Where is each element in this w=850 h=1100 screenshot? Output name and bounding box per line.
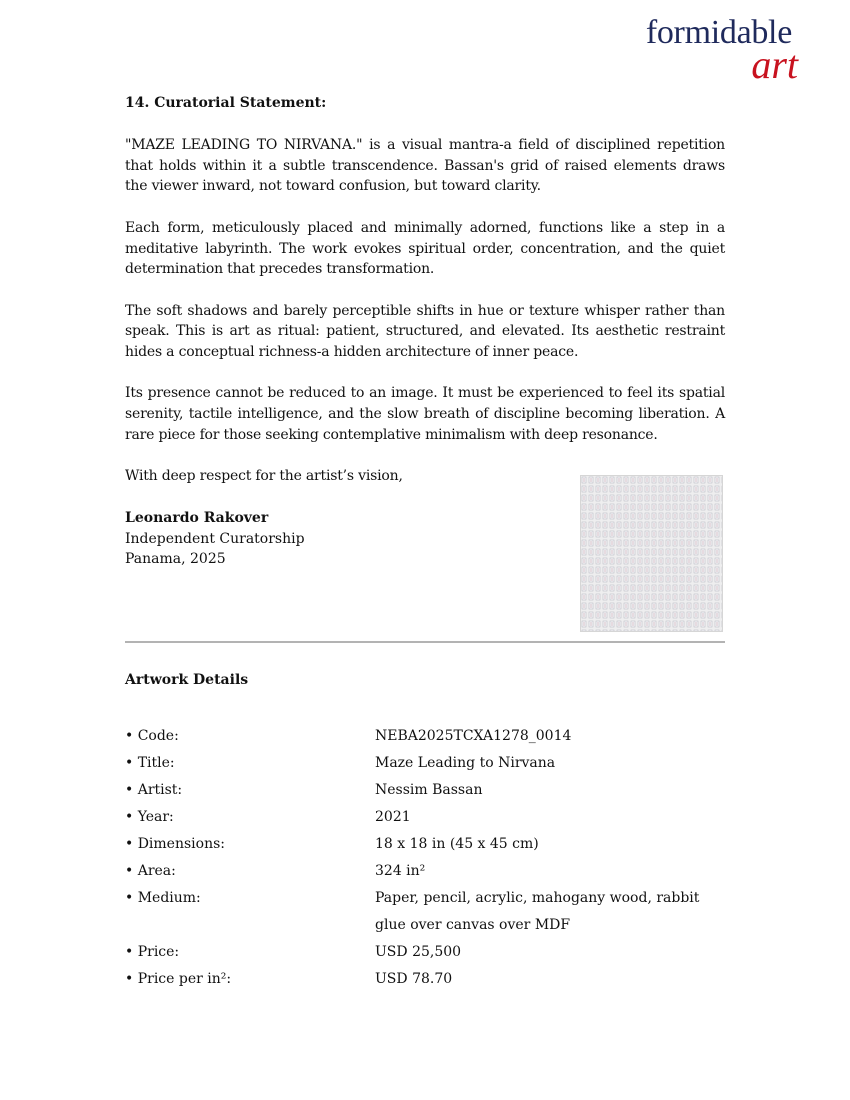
detail-row-year [125, 804, 725, 831]
detail-label: • Price: [125, 944, 180, 960]
detail-value: 18 x 18 in (45 x 45 cm) [375, 836, 539, 852]
closing-line: With deep respect for the artist’s vision, [125, 468, 403, 485]
detail-value: 2021 [375, 809, 411, 825]
detail-value: 324 in² [375, 863, 426, 879]
detail-value: USD 25,500 [375, 944, 462, 960]
detail-row-artist [125, 777, 725, 804]
detail-row-code [125, 723, 725, 750]
detail-label: • Title: [125, 755, 175, 771]
statement-paragraph: Its presence cannot be reduced to an image. It must be experienced to feel its spatial serenity, tactile intelligence, and the slow breath of discipline becoming liberation. A rare piece for those seeking contemplative minimalism with deep resonance. [125, 385, 725, 443]
detail-row-title [125, 750, 725, 777]
detail-row-price-per-area [125, 966, 725, 993]
artwork-details-list [125, 723, 725, 993]
curator-place-year: Panama, 2025 [125, 551, 226, 568]
detail-label: • Medium: [125, 890, 201, 906]
curator-name: Leonardo Rakover [125, 509, 269, 526]
statement-paragraph: "MAZE LEADING TO NIRVANA." is a visual mantra-a field of disciplined repetition that holds within it a subtle transcendence. Bassan's grid of raised elements draws the viewer inward, not toward confusion, but toward clarity. [125, 137, 725, 195]
detail-value: Paper, pencil, acrylic, mahogany wood, rabbit glue over canvas over MDF [375, 890, 700, 933]
detail-row-dimensions [125, 831, 725, 858]
detail-label: • Code: [125, 728, 179, 744]
detail-row-medium [125, 885, 725, 939]
detail-value: USD 78.70 [375, 971, 453, 987]
detail-label: • Artist: [125, 782, 183, 798]
section-heading: 14. Curatorial Statement: [125, 95, 327, 111]
section-divider [125, 641, 725, 643]
detail-label: • Area: [125, 863, 176, 879]
statement-paragraph: The soft shadows and barely perceptible shifts in hue or texture whisper rather than speak. This is art as ritual: patient, structured, and elevated. Its aesthetic restraint hides a conceptual richness-a hidden architecture of inner peace. [125, 302, 725, 360]
logo-wordmark-art: art [751, 42, 798, 87]
detail-value: Maze Leading to Nirvana [375, 755, 556, 771]
detail-row-area [125, 858, 725, 885]
detail-label: • Dimensions: [125, 836, 225, 852]
statement-paragraph: Each form, meticulously placed and minimally adorned, functions like a step in a meditative labyrinth. The work evokes spiritual order, concentration, and the quiet determination that precedes transformation. [125, 219, 725, 278]
artwork-grid-image [581, 476, 722, 631]
logo-wordmark-formidable: formidable [645, 14, 792, 51]
detail-value: Nessim Bassan [375, 782, 483, 798]
detail-label: • Price per in²: [125, 971, 232, 987]
formidable-art-logo [645, 14, 798, 87]
curator-role: Independent Curatorship [125, 530, 305, 547]
detail-value: NEBA2025TCXA1278_0014 [375, 728, 572, 744]
artwork-thumbnail [580, 475, 723, 632]
detail-label: • Year: [125, 809, 174, 825]
detail-row-price [125, 939, 725, 966]
artwork-details-title: Artwork Details [125, 672, 249, 688]
